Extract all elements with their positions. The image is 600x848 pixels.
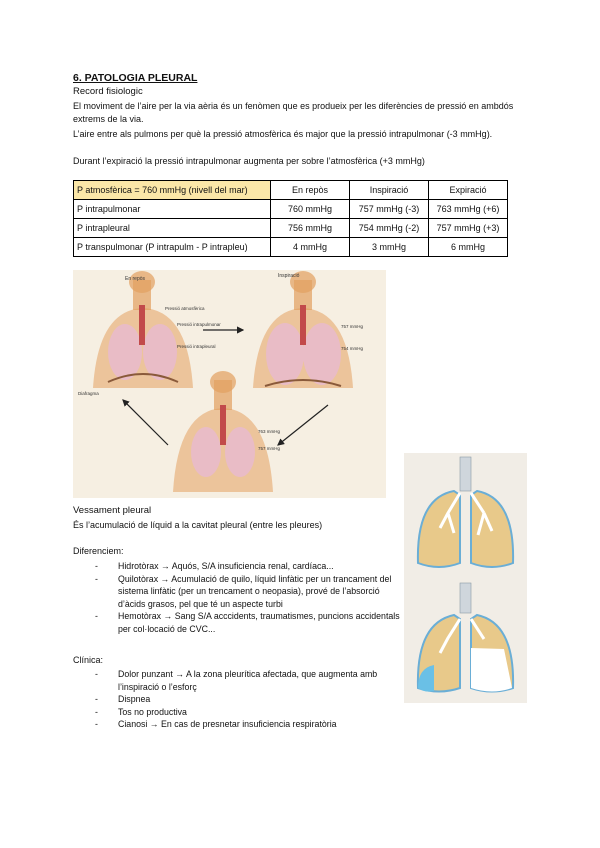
paragraph-2: L’aire entre als pulmons per què la pressió atmosfèrica és major que la pressió intrapulmonar (-3 mmHg).: [73, 129, 493, 139]
table-cell: 754 mmHg (-2): [350, 219, 429, 238]
table-cell: P transpulmonar (P intrapulm - P intrapleu): [74, 238, 271, 257]
table-cell: 4 mmHg: [271, 238, 350, 257]
torso-rest-illustration: [93, 271, 193, 388]
table-cell: P intrapleural: [74, 219, 271, 238]
table-header-cell: Expiració: [429, 181, 508, 200]
fig-label: Pressió intrapleural: [177, 344, 216, 349]
fig-label: Pressió atmosfèrica: [165, 306, 205, 311]
list-item: - Cianosi → En cas de presnetar insuficiencia respiratòria: [95, 718, 400, 731]
pressure-table: [73, 180, 508, 257]
table-header-cell: P atmosfèrica = 760 mmHg (nivell del mar): [74, 181, 271, 200]
list-item: - Tos no productiva: [95, 706, 400, 719]
fig-label: 757 mmHg: [341, 324, 364, 329]
table-cell: 760 mmHg: [271, 200, 350, 219]
fig-label: Inspiració: [278, 273, 300, 279]
subtitle: Record fisiologic: [73, 86, 143, 97]
breathing-cycle-figure: [73, 270, 386, 498]
fig-label: En repòs: [125, 276, 146, 282]
table-cell: 757 mmHg (+3): [429, 219, 508, 238]
fig-label: Diafragma: [78, 391, 99, 396]
table-row: [74, 200, 508, 219]
table-header-cell: Inspiració: [350, 181, 429, 200]
table-cell: 3 mmHg: [350, 238, 429, 257]
table-cell: 756 mmHg: [271, 219, 350, 238]
effusion-definition: És l’acumulació de líquid a la cavitat pleural (entre les pleures): [73, 520, 323, 530]
table-cell: 6 mmHg: [429, 238, 508, 257]
clinic-heading: Clínica:: [73, 655, 104, 665]
list-item: - Quilotòrax → Acumulació de quilo, líquid linfàtic per un trancament del sistema linfàtic (per un trencament o neopasia), prové de l’absorció d’àcids grasos, pel que té un aspecte turbi: [95, 573, 400, 611]
table-header-cell: En repòs: [271, 181, 350, 200]
pleural-effusion-figure: [404, 453, 527, 703]
list-item: - Dispnea: [95, 693, 400, 706]
fig-label: 763 mmHg: [258, 429, 281, 434]
clinic-list: [95, 668, 400, 731]
fig-label: Pressió intrapulmonar: [177, 322, 221, 327]
effusion-heading: Vessament pleural: [73, 505, 152, 516]
paragraph-3: Durant l’expiració la pressió intrapulmonar augmenta per sobre l’atmosfèrica (+3 mmHg): [73, 156, 425, 166]
section-title: 6. PATOLOGIA PLEURAL: [73, 72, 198, 84]
table-cell: P intrapulmonar: [74, 200, 271, 219]
torso-inspiration-illustration: [253, 271, 353, 388]
table-row: [74, 238, 508, 257]
differentiate-heading: Diferenciem:: [73, 546, 124, 556]
fig-label: 754 mmHg: [341, 346, 364, 351]
table-cell: 757 mmHg (-3): [350, 200, 429, 219]
table-header-row: [74, 181, 508, 200]
paragraph-1: El moviment de l’aire per la via aèria és un fenòmen que es produeix per les diferències de pressió en ambdós extrems de la via.: [73, 101, 514, 124]
lungs-normal-illustration: [418, 457, 513, 567]
list-item: - Hemotòrax → Sang S/A acccidents, traumatismes, puncions accidentals per col·locació de CVC...: [95, 610, 400, 635]
table-cell: 763 mmHg (+6): [429, 200, 508, 219]
list-item: - Dolor punzant → A la zona pleurítica afectada, que augmenta amb l’inspiració o l’esforç: [95, 668, 400, 693]
differentiate-list: [95, 560, 400, 636]
list-item: - Hidrotòrax → Aquós, S/A insuficiencia renal, cardíaca...: [95, 560, 400, 573]
lungs-effusion-illustration: [418, 583, 513, 692]
table-row: [74, 219, 508, 238]
fig-label: 757 mmHg: [258, 446, 281, 451]
